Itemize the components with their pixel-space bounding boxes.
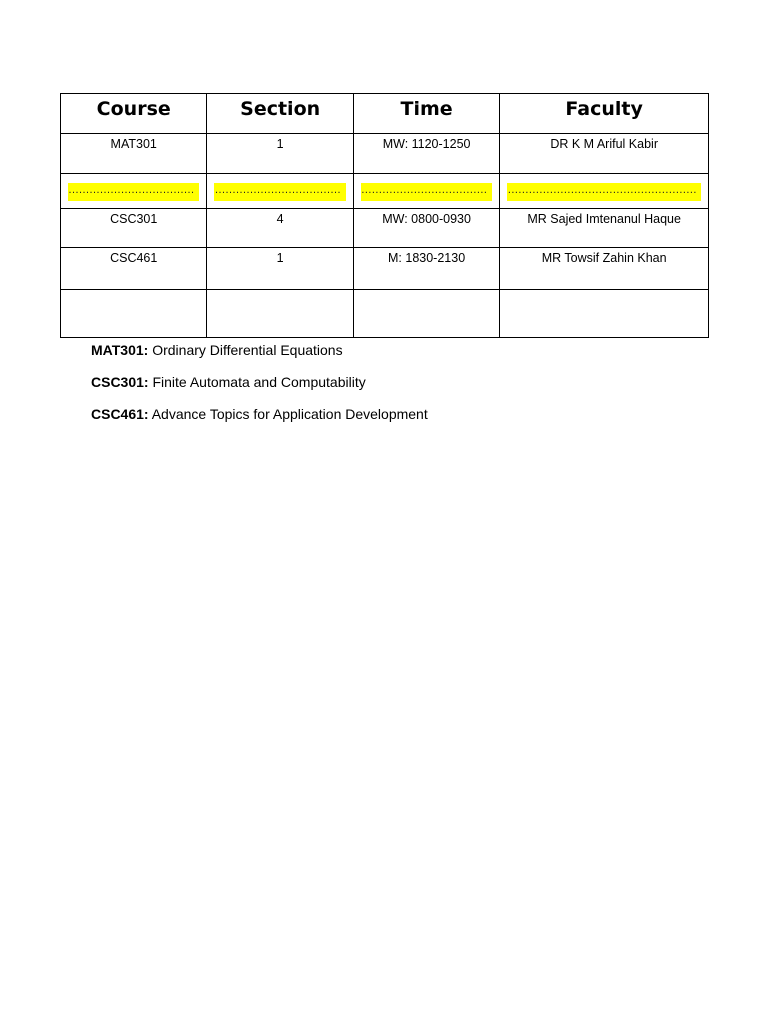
highlighted-dotted-blank: ………………………………………………	[507, 183, 701, 201]
legend-code: CSC301:	[91, 374, 149, 390]
empty-table-row	[61, 290, 709, 338]
legend-item	[91, 334, 428, 366]
cell-time: M: 1830-2130	[353, 248, 499, 290]
cell-faculty	[500, 290, 709, 338]
cell-course: CSC461	[61, 248, 207, 290]
cell-faculty: DR K M Ariful Kabir	[500, 134, 709, 174]
table-row	[61, 209, 709, 248]
table-header-row	[61, 94, 709, 134]
cell-section: 1	[207, 134, 353, 174]
legend-item	[91, 366, 428, 398]
cell-section: 4	[207, 209, 353, 248]
cell-time	[353, 290, 499, 338]
legend-code: MAT301:	[91, 342, 149, 358]
header-faculty: Faculty	[500, 94, 709, 134]
course-schedule-table	[60, 93, 709, 338]
legend-title: Ordinary Differential Equations	[152, 342, 343, 358]
legend-item	[91, 398, 428, 430]
cell-course: CSC301	[61, 209, 207, 248]
header-time: Time	[353, 94, 499, 134]
header-course: Course	[61, 94, 207, 134]
cell-time: MW: 0800-0930	[353, 209, 499, 248]
cell-course: MAT301	[61, 134, 207, 174]
legend-code: CSC461:	[91, 406, 149, 422]
cell-faculty: MR Towsif Zahin Khan	[500, 248, 709, 290]
cell-section	[207, 290, 353, 338]
header-section: Section	[207, 94, 353, 134]
cell-section: 1	[207, 248, 353, 290]
table-row	[61, 248, 709, 290]
cell-time: MW: 1120-1250	[353, 134, 499, 174]
cell-course	[61, 290, 207, 338]
highlighted-dotted-blank: ………………………………	[361, 183, 492, 201]
table-row	[61, 134, 709, 174]
highlighted-dotted-blank: ………………………………	[214, 183, 345, 201]
cell-faculty: MR Sajed Imtenanul Haque	[500, 209, 709, 248]
legend-title: Finite Automata and Computability	[152, 374, 366, 390]
highlighted-blank-row	[61, 174, 709, 209]
legend-title: Advance Topics for Application Development	[151, 406, 428, 422]
highlighted-dotted-blank: ………………………………	[68, 183, 199, 201]
course-legend	[91, 334, 428, 430]
